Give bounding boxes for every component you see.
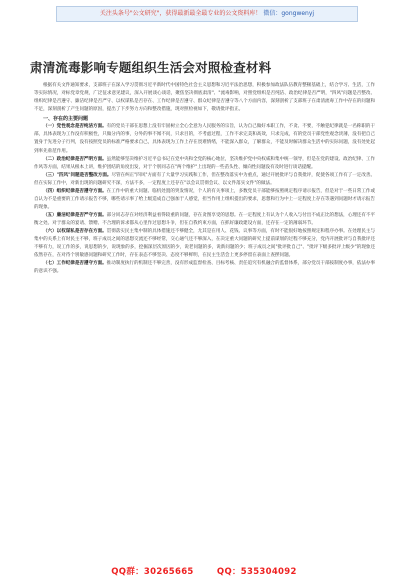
item-text: 贯彻落实民主集中制的具体措施还不够健全，尤其是在用人、花钱、议事等方面，有时不能很好地按照规定和程序办事。在处理民主与集中的关系上有时民主不够，班子成员之间的思想交流还不够经常，交心通气还不够深入，在决定重大问题的研究上提前谋划的过程不够充分，党内开展批评与自我批评还不够有力，说工作的多，说思想的少，说现象的多，挖掘深层次原因的少，说老问题的多，说新问题的少；班子成员之间"批评批自己"、"批评下级多批评上级少"的现象还依然存在，在对待个别敏感问题和研究工作时，存在表态不够坚决、态度不够鲜明，在民主生活会上更多停留在表面上查摆问题。 — [34, 229, 376, 259]
footer-contact — [0, 565, 408, 577]
intro-paragraph: 根据有关文件通知要求，支部班子在深入学习贯彻习近平新时代中国特色社会主义思想和习近平法治思想，积极参加政法队伍教育整顿基础上，结合学习、生活，工作等实际情况，对标党章党规，广泛征求意见建议，深入开展谈心谈话，聚焦坚决彻底肃清"、"流毒影响，对照党组织是否纯洁、政治纪律是否严明，"四风"问题是否整改、组织纪律是否遵守、廉洁纪律是否严守、以权谋私是否存在、工作纪律是否遵守、群众纪律是否遵守等八个方面内容，深刻剖析了支部班子在肃清流毒工作中存在的问题和不足，深刻剖析了产生问题的原因，提出了下步努力方向和整改措施，现对照检视如下，敬请批评指正。 — [34, 83, 376, 113]
item-heading: （七）工作纪律是否遵守方面。 — [43, 261, 107, 267]
section-heading-problems: 一、存在的主要问题 — [43, 116, 89, 123]
item-heading: （二）政治纪律是否严明方面。 — [43, 156, 107, 162]
item-heading: （一）党性观念是否纯洁方面。 — [43, 124, 107, 130]
item-text: 有的党员干部在思想上没有牢固树立全心全意为人民服务的宗旨，认为自己做好本职工作，不贪、不要，不触犯纪律就是一名称职的干部，具体表现为工作没有积极性，只做分内的事，分外的事不闻不问，只求目的，不考虑过程，工作不求完美和高效，只求完成，有的党员干部党性观念淡薄，没有把自己置身于先进分子行列，没有按照党员的标准严格要求自己，具体表现为工作上存在畏难情绪，不能深入群众，了解群众，不能及时解决群众生活中的实际问题，没有处处起到率先垂范作用。 — [34, 124, 376, 154]
banner-wechat-text: 微信：gongwenyj — [263, 10, 315, 17]
item-heading: （四）组织纪律是否遵守方面。 — [43, 188, 107, 194]
item-text: 尽管在纠正"四风"方面有了大量学习实践和工作，但在整改落实中为重点，通过开展批评与自我批评，促使各项工作有了一定改善。但在实际工作中，对新出现的问题研究不深，方法不多，一定程度上还存在"以会议贯彻会议、以文件落实文件"的做法。 — [34, 172, 375, 186]
item-text: 部分同志存在对经济利益看得较重的问题，存在贪图享受的思想。在一定程度上有认为个人收入与付出不成正比的想法，心理还有不平衡之处。对于群众的宴请、馈赠、不合理的诉求都从心里作过思想斗争，但在自我约束方面，在抓好廉政建设方面，还存在一定的薄弱环节。 — [34, 212, 376, 226]
item-heading: （三）"四风"问题是否整改方面。 — [43, 172, 112, 178]
footer-qq-group: QQ群：30265665 — [111, 567, 194, 577]
item-text: 推动制度执行的机制还不够完善，没有形成监督检查、目标考核、责任追究有机融合的监督体系，部分党员干部按制度办事，依法办事的意识不强。 — [34, 261, 376, 275]
item-paragraph — [34, 156, 375, 172]
item-paragraph — [34, 172, 375, 188]
item-heading: （五）廉洁纪律是否严守方面。 — [43, 212, 107, 218]
header-banner — [56, 6, 358, 22]
item-paragraph — [34, 228, 375, 260]
item-text: 在工作中的重大问题、临机处置的突发情况，个人的有关事项上，多数党员干部能够按照规定程序请示报告，但是对于一些日常工作或自认为不是重要的工作请示报告不够，哪些请示事了给上级造成自己强加于人感觉，担当作用上组织提出的要求，思想和行为中上一定程度上存在等遇到问题时才请示报告的现象。 — [34, 188, 376, 210]
item-text: 虽然能够坚决维护习近平总书记在党中央和全党的核心地位，坚决维护党中央权威和集中统一领导，但是在党的建设、政治纪律、工作作风等方面，结果从根本上讲，维护团结的角度出发，对于个别同志在"两个维护"上出现的一些苗头性、倾向性问题没有及时进行谈话提醒。 — [34, 156, 376, 170]
item-heading: （六）以权谋私是否存在方面。 — [43, 229, 107, 234]
item-paragraph — [34, 260, 375, 276]
item-paragraph — [34, 123, 375, 155]
item-paragraph — [34, 212, 375, 228]
item-paragraph — [34, 188, 375, 212]
banner-promo-text: 关注头条号"公文研究"，获得最新最全最专业的公文资料库！ — [99, 10, 262, 17]
document-title: 肃清流毒影响专题组织生活会对照检查材料 — [30, 60, 272, 75]
footer-qq-number: QQ：535304092 — [216, 567, 297, 577]
document-body — [34, 82, 375, 276]
